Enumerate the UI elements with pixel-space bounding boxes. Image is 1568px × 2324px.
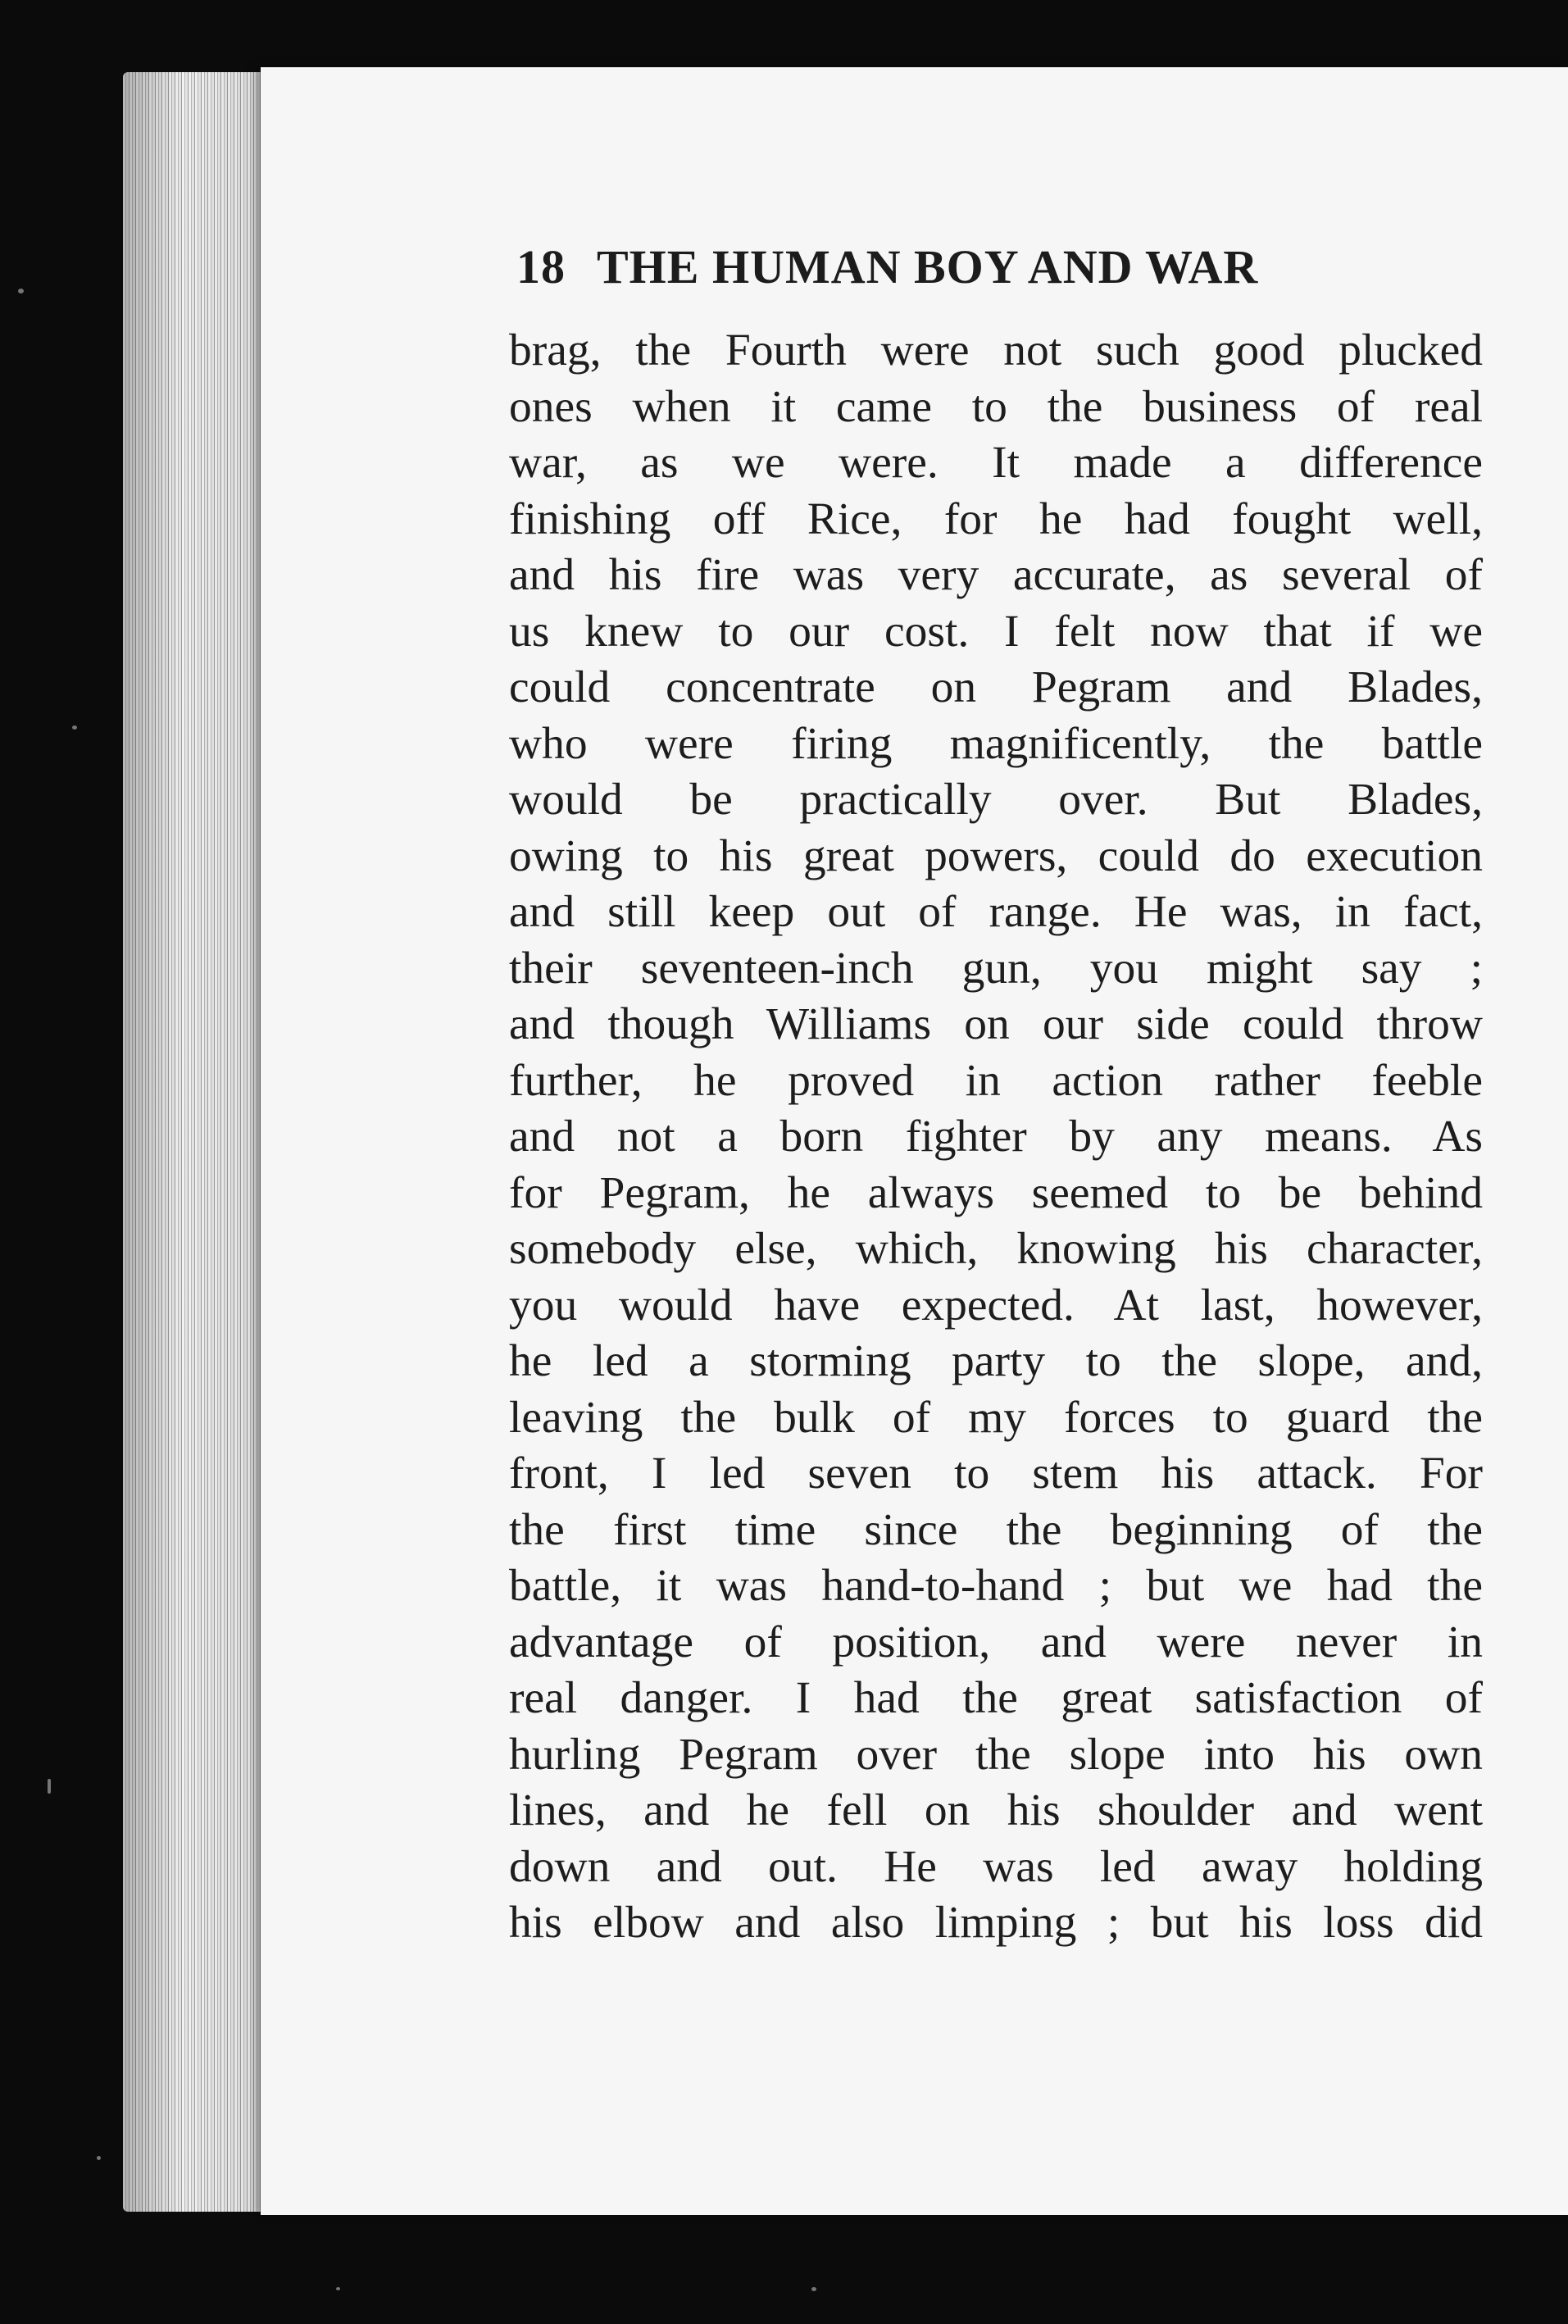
text-line: owing to his great powers, could do execution [509, 830, 1483, 881]
text-line: who were firing magnificently, the battle [509, 718, 1483, 769]
text-line: and still keep out of range. He was, in fact, [509, 887, 1483, 937]
text-line: their seventeen-inch gun, you might say ; [509, 943, 1483, 994]
text-line: the first time since the beginning of the [509, 1504, 1483, 1555]
background-speck [336, 2287, 340, 2290]
text-line: further, he proved in action rather feeble [509, 1055, 1483, 1106]
text-line: real danger. I had the great satisfaction of [509, 1673, 1483, 1723]
text-line: ones when it came to the business of real [509, 381, 1483, 432]
text-line: war, as we were. It made a difference [509, 438, 1483, 488]
text-line: us knew to our cost. I felt now that if we [509, 606, 1483, 657]
book-page-edges-shadow [123, 72, 270, 2212]
text-line: advantage of position, and were never in [509, 1617, 1483, 1667]
text-line: and though Williams on our side could throw [509, 999, 1483, 1049]
text-line: down and out. He was led away holding [509, 1841, 1483, 1892]
text-line: for Pegram, he always seemed to be behind [509, 1167, 1483, 1218]
text-line: and not a born fighter by any means. As [509, 1112, 1483, 1162]
book-page [261, 67, 1568, 2215]
text-line: brag, the Fourth were not such good plucked [509, 325, 1483, 375]
background-speck [18, 289, 24, 293]
text-line: leaving the bulk of my forces to guard the [509, 1392, 1483, 1443]
running-title: THE HUMAN BOY AND WAR [597, 240, 1259, 293]
text-line: and his fire was very accurate, as several of [509, 550, 1483, 600]
text-line: would be practically over. But Blades, [509, 775, 1483, 825]
text-line: he led a storming party to the slope, and, [509, 1336, 1483, 1386]
text-line: could concentrate on Pegram and Blades, [509, 662, 1483, 712]
body-text [509, 323, 1483, 1952]
text-line: finishing off Rice, for he had fought well, [509, 493, 1483, 544]
page-number: 18 [516, 240, 566, 293]
text-line: front, I led seven to stem his attack. For [509, 1449, 1483, 1499]
text-line: his elbow and also limping ; but his loss did [509, 1898, 1483, 1948]
running-header [516, 239, 1568, 294]
background-speck [97, 2156, 101, 2160]
background-speck [811, 2287, 816, 2291]
background-speck [48, 1779, 51, 1794]
background-speck [72, 725, 77, 730]
text-line: lines, and he fell on his shoulder and went [509, 1785, 1483, 1835]
text-line: you would have expected. At last, however, [509, 1280, 1483, 1330]
text-line: somebody else, which, knowing his character, [509, 1224, 1483, 1274]
text-line: battle, it was hand-to-hand ; but we had the [509, 1561, 1483, 1611]
text-line: hurling Pegram over the slope into his own [509, 1729, 1483, 1780]
